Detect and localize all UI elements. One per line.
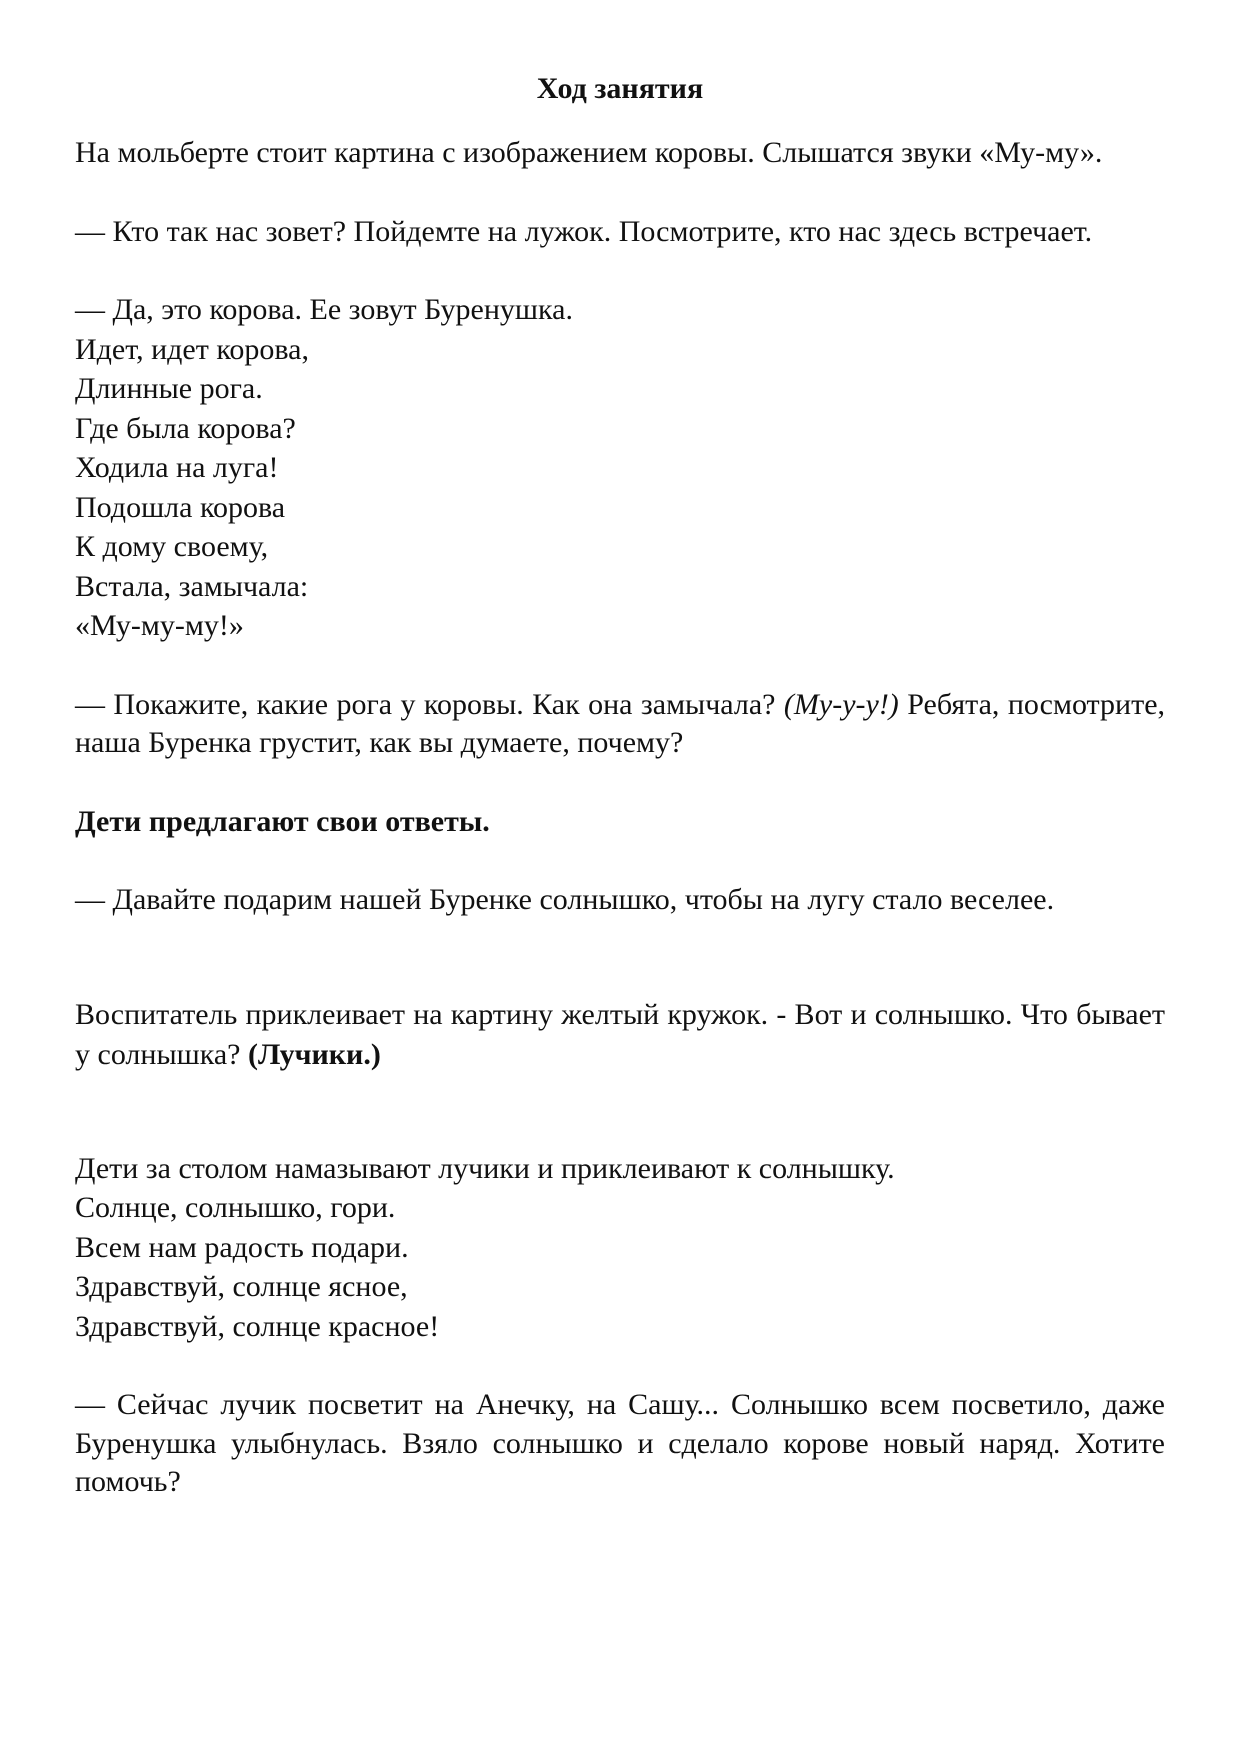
poem-line: Где была корова?: [75, 411, 296, 445]
poem-line: Идет, идет корова,: [75, 332, 309, 366]
paragraph-gift-sun: — Давайте подарим нашей Буренке солнышко, чтобы на лугу стало веселее.: [75, 883, 1055, 916]
paragraph-yellow-circle-text: Воспитатель приклеивает на картину желтый кружок. - Вот и солнышко. Что бывает у солнышка?: [75, 997, 1165, 1071]
paragraph-who-calls: — Кто так нас зовет? Пойдемте на лужок. Посмотрите, кто нас здесь встречает.: [75, 214, 1093, 248]
paragraph-horns-question: [75, 686, 1165, 763]
paragraph-intro: На мольберте стоит картина с изображением коровы. Слышатся звуки «Му-му».: [75, 136, 1103, 169]
paragraph-rays: Дети за столом намазывают лучики и приклеивают к солнышку.: [75, 1151, 895, 1185]
poem-line: Солнце, солнышко, гори.: [75, 1191, 396, 1224]
poem-sun: [75, 1188, 1165, 1346]
poem-cow: [75, 330, 1165, 646]
poem-line: Ходила на луга!: [75, 451, 279, 484]
poem-line: Всем нам радость подари.: [75, 1230, 409, 1264]
poem-line: Здравствуй, солнце ясное,: [75, 1270, 408, 1303]
paragraph-yellow-circle: [75, 995, 1165, 1075]
poem-line: Здравствуй, солнце красное!: [75, 1309, 440, 1343]
poem-line: Подошла корова: [75, 490, 286, 524]
document-title: Ход занятия: [536, 72, 704, 105]
paragraph-children-answer: Дети предлагают свои ответы.: [75, 804, 490, 838]
poem-line: К дому своему,: [75, 530, 269, 563]
paragraph-sun-shines: — Сейчас лучик посветит на Анечку, на Сашу... Солнышко всем посветило, даже Буренушка улыбнулась. Взяло солнышко и сделало корове новый наряд. Хотите помочь?: [75, 1388, 1165, 1498]
poem-line: Встала, замычала:: [75, 569, 309, 603]
paragraph-horns-text-end: Ребята, посмотрите, наша Буренка грустит, как вы думаете, почему?: [75, 687, 1166, 759]
paragraph-horns-text-start: — Покажите, какие рога у коровы. Как она замычала?: [75, 687, 784, 721]
paragraph-yellow-circle-bold: (Лучики.): [247, 1037, 381, 1071]
poem-line: Длинные рога.: [75, 372, 263, 405]
paragraph-horns-italic: (Му-у-у!): [783, 687, 899, 721]
paragraph-cow-name: — Да, это корова. Ее зовут Буренушка.: [75, 293, 573, 326]
poem-line: «Му-му-му!»: [75, 609, 244, 642]
document-page: [75, 70, 1165, 1502]
